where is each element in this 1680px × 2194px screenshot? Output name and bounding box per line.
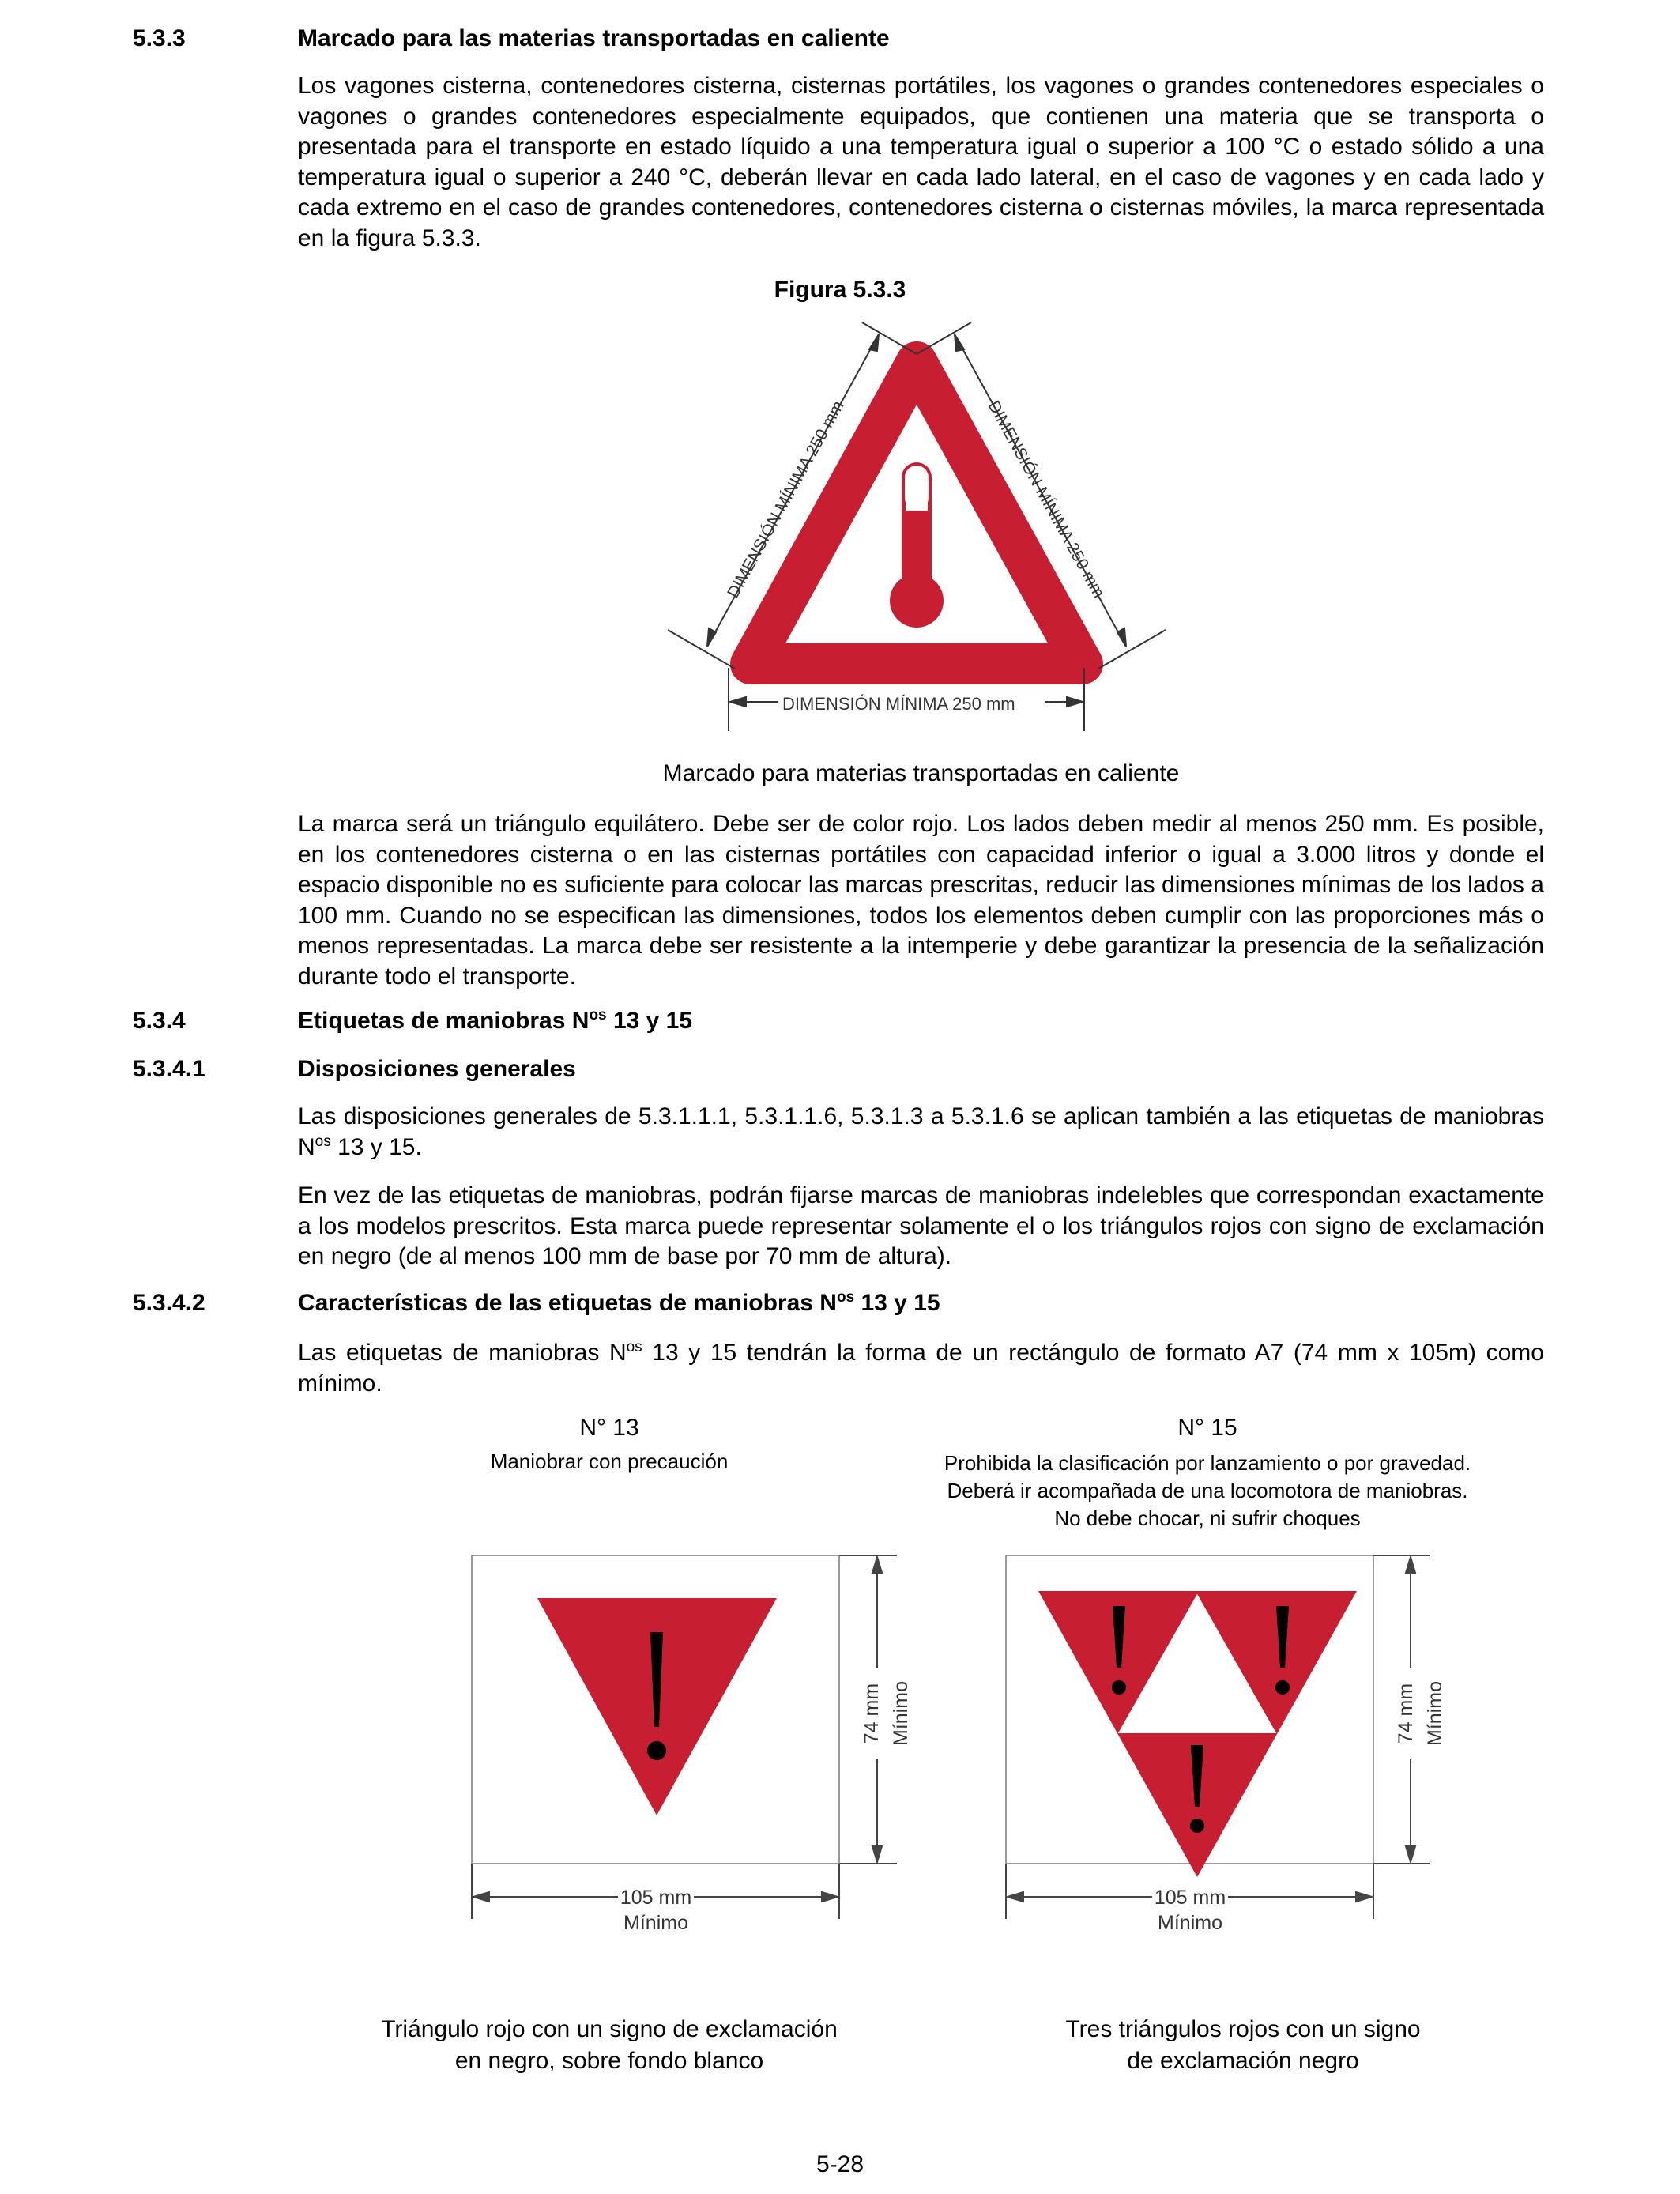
subtitle-line: Prohibida la clasificación por lanzamiento o por gravedad.	[944, 1451, 1471, 1475]
paragraph: La marca será un triángulo equilátero. Debe ser de color rojo. Los lados deben medir al menos 250 mm. Es posible, en los contenedores cisterna o en las cisternas portátiles con capacidad inferior o igual a 3.000 litros y donde el espacio disponible no es suficiente para colocar las marcas prescritas, reducir las dimensiones mínimas de los lados a 100 mm. Cuando no se especifican las dimensiones, todos los elementos deben cumplir con las proporciones más o menos representadas. La marca debe ser resistente a la intemperie y debe garantizar la presencia de la señalización durante todo el transporte.	[298, 811, 1544, 990]
text: 13 y 15 tendrán la forma de un rectángulo de formato A7 (74 mm x 105m) como mínimo.	[298, 1340, 1544, 1397]
hot-material-mark-figure	[656, 320, 1162, 739]
superscript: os	[589, 1007, 607, 1023]
superscript: os	[836, 1289, 855, 1306]
label-13-title: N° 13	[579, 1415, 639, 1441]
dim-bottom-label: DIMENSIÓN MÍNIMA 250 mm	[782, 694, 1015, 714]
dim-right-label: DIMENSIÓN MÍNIMA 250 mm	[984, 398, 1108, 601]
thermometer-icon	[890, 462, 944, 628]
figure-title: Figura 5.3.3	[774, 277, 906, 303]
caption-line: en negro, sobre fondo blanco	[454, 2048, 764, 2074]
dim-v-label-1: 74 mm	[1395, 1683, 1417, 1744]
paragraph: En vez de las etiquetas de maniobras, podrán fijarse marcas de maniobras indelebles que correspondan exactamente a los modelos prescritos. Esta marca puede representar solamente el o los triángulos rojos con signo de exclamación en negro (de al menos 100 mm de base por 70 mm de altura).	[298, 1182, 1544, 1269]
subtitle-line: Deberá ir acompañada de una locomotora de maniobras.	[947, 1479, 1468, 1502]
text: 13 y 15.	[330, 1133, 422, 1160]
title-text: 13 y 15	[606, 1008, 693, 1034]
title-text: Etiquetas de maniobras N	[298, 1008, 590, 1034]
dim-h-label-2: Mínimo	[1158, 1912, 1222, 1934]
superscript: os	[626, 1339, 642, 1355]
paragraph: Los vagones cisterna, contenedores cisterna, cisternas portátiles, los vagones o grandes contenedores especiales o vagones o grandes contenedores especialmente equipados, que contienen una materia que se transporta o presentada para el transporte en estado líquido a una temperatura igual o superior a 100 °C o estado sólido a una temperatura igual o superior a 240 °C, deberán llevar en cada lado lateral, en el caso de vagones y en cada lado y cada extremo en el caso de grandes contenedores, contenedores cisterna o cisternas móviles, la marca representada en la figura 5.3.3.	[298, 73, 1544, 251]
section-number: 5.3.4.1	[133, 1056, 205, 1082]
title-text: Características de las etiquetas de maniobras N	[298, 1290, 837, 1316]
section-number: 5.3.3	[133, 25, 186, 51]
label-15-figure	[996, 1549, 1454, 1944]
section-title: Disposiciones generales	[298, 1056, 576, 1082]
dim-v-label-2: Mínimo	[890, 1681, 912, 1746]
superscript: os	[315, 1133, 331, 1150]
paragraph	[298, 1338, 1544, 1399]
section-title	[298, 1008, 692, 1035]
text: Las disposiciones generales de 5.3.1.1.1, 5.3.1.1.6, 5.3.1.3 a 5.3.1.6 se aplican también a las etiquetas de maniobras N	[298, 1103, 1544, 1160]
label-15-caption	[927, 2014, 1559, 2077]
dim-left-label: DIMENSIÓN MÍNIMA 250 mm	[724, 398, 848, 601]
section-title: Marcado para las materias transportadas en caliente	[298, 25, 890, 51]
page-number: 5-28	[816, 2151, 864, 2177]
figure-caption: Marcado para materias transportadas en caliente	[662, 760, 1180, 786]
caption-line: Tres triángulos rojos con un signo	[1065, 2016, 1421, 2042]
dim-h-label-1: 105 mm	[1154, 1887, 1226, 1909]
label-13-figure	[466, 1549, 912, 1944]
label-13-subtitle: Maniobrar con precaución	[490, 1449, 729, 1473]
caption-line: Triángulo rojo con un signo de exclamación	[381, 2016, 838, 2042]
label-15-subtitle	[891, 1449, 1524, 1532]
label-15-title: N° 15	[1177, 1415, 1237, 1441]
dim-h-label-2: Mínimo	[623, 1912, 688, 1934]
section-number: 5.3.4	[133, 1008, 186, 1034]
caption-line: de exclamación negro	[1127, 2048, 1359, 2074]
text: Las etiquetas de maniobras N	[298, 1340, 627, 1366]
subtitle-line: No debe chocar, ni sufrir choques	[1054, 1506, 1361, 1530]
label-13-caption	[293, 2014, 925, 2077]
paragraph	[298, 1102, 1544, 1163]
dim-v-label-2: Mínimo	[1424, 1681, 1446, 1746]
section-number: 5.3.4.2	[133, 1290, 205, 1316]
title-text: 13 y 15	[854, 1290, 940, 1316]
dim-v-label-1: 74 mm	[861, 1683, 883, 1744]
section-title	[298, 1290, 940, 1317]
dim-h-label-1: 105 mm	[620, 1887, 692, 1909]
